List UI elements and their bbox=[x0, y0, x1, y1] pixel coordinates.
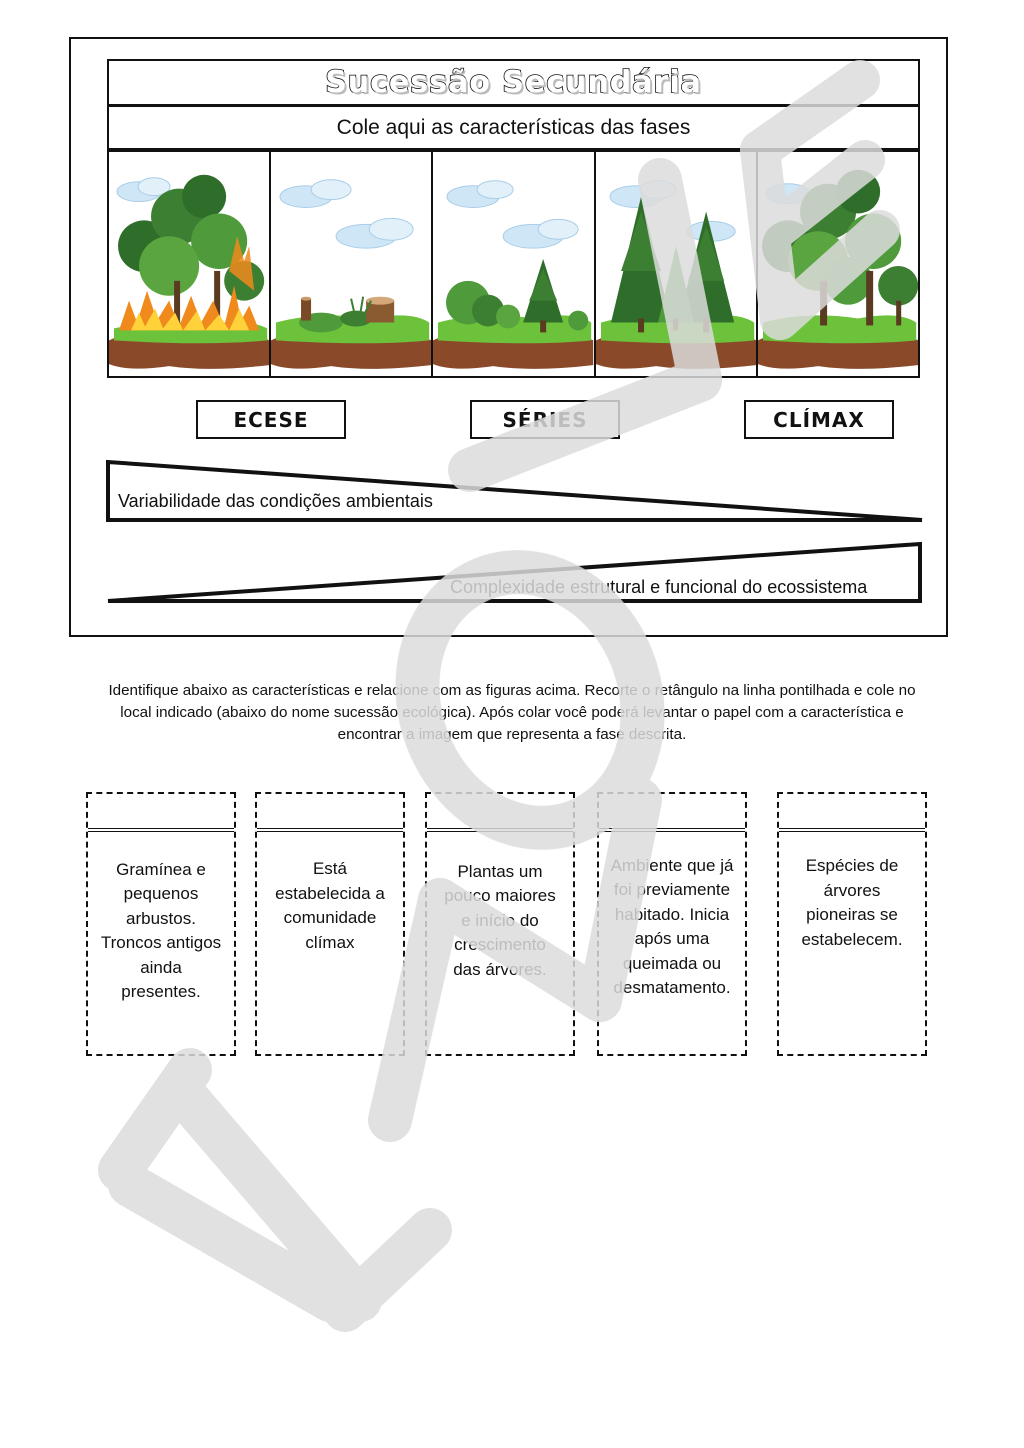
card-glue-tab bbox=[427, 794, 573, 832]
complexity-label: Complexidade estrutural e funcional do ecossistema bbox=[450, 577, 868, 597]
card-line: Está bbox=[312, 859, 347, 878]
card-line: após uma bbox=[634, 929, 710, 948]
card-text bbox=[263, 836, 397, 1046]
card-line: Espécies de bbox=[805, 856, 899, 875]
card-glue-tab bbox=[779, 794, 925, 832]
cutout-card[interactable] bbox=[86, 792, 236, 1056]
card-line: Plantas um bbox=[457, 861, 543, 881]
pine-forest-icon bbox=[596, 152, 756, 376]
panel-forest-fire bbox=[109, 152, 271, 376]
cutout-card[interactable] bbox=[597, 792, 747, 1056]
card-line: árvores bbox=[823, 880, 881, 900]
shrub-pine-icon bbox=[433, 152, 593, 376]
cutout-card[interactable] bbox=[425, 792, 575, 1056]
variability-wedge bbox=[104, 458, 926, 522]
card-glue-tab bbox=[257, 794, 403, 832]
card-line: das árvores. bbox=[453, 959, 547, 979]
instructions-line-3: encontrar a imagem que representa a fase descrita. bbox=[337, 726, 687, 743]
instructions-line-2: local indicado (abaixo do nome sucessão ecológica). Após colar você poderá levantar o papel com a característica e bbox=[120, 704, 904, 721]
card-line: estabelecem. bbox=[801, 929, 903, 949]
card-line: pequenos bbox=[123, 884, 199, 903]
title-bar bbox=[107, 59, 920, 106]
phase-ecese-text: ECESE bbox=[233, 407, 309, 432]
card-line: ainda bbox=[140, 957, 182, 977]
page-title: Sucessão Secundária bbox=[325, 65, 702, 100]
card-line: Ambiente que já bbox=[610, 855, 734, 875]
card-line: queimada ou bbox=[622, 953, 722, 973]
card-text bbox=[94, 836, 228, 1046]
instructions-text bbox=[55, 680, 969, 746]
mature-forest-icon bbox=[758, 152, 918, 376]
card-text bbox=[433, 836, 567, 1046]
card-glue-tab bbox=[599, 794, 745, 832]
card-line: clímax bbox=[305, 932, 355, 952]
variability-label: Variabilidade das condições ambientais bbox=[118, 491, 433, 511]
card-line: arbustos. bbox=[126, 908, 196, 928]
card-line: habitado. Inicia bbox=[614, 904, 730, 924]
card-line: desmatamento. bbox=[613, 978, 731, 997]
card-text bbox=[785, 836, 919, 1046]
succession-panels bbox=[107, 150, 920, 378]
card-line: Gramínea e bbox=[116, 859, 206, 879]
card-line: foi previamente bbox=[613, 880, 731, 899]
card-line: pouco maiores bbox=[444, 886, 556, 906]
phase-climax-text: CLÍMAX bbox=[773, 407, 865, 432]
panel-grass-stumps bbox=[271, 152, 433, 376]
card-line: comunidade bbox=[283, 908, 377, 927]
card-line: pioneiras se bbox=[806, 905, 898, 924]
instructions-line-1: Identifique abaixo as características e relacione com as figuras acima. Recorte o retângulo na linha pontilhada e cole no bbox=[108, 682, 916, 699]
phase-label-ecese bbox=[196, 400, 346, 439]
card-text bbox=[605, 836, 739, 1046]
forest-fire-icon bbox=[109, 152, 269, 376]
phase-series-text: SÉRIES bbox=[502, 407, 588, 432]
card-line: crescimento bbox=[454, 935, 546, 955]
phase-label-series bbox=[470, 400, 620, 439]
cutout-card[interactable] bbox=[255, 792, 405, 1056]
grass-stump-icon bbox=[271, 152, 431, 376]
paste-area bbox=[107, 105, 920, 150]
panel-pine-forest bbox=[596, 152, 758, 376]
paste-instruction: Cole aqui as características das fases bbox=[336, 115, 691, 139]
card-line: estabelecida a bbox=[275, 883, 385, 903]
cutout-card[interactable] bbox=[777, 792, 927, 1056]
panel-shrubs-pine bbox=[433, 152, 595, 376]
card-line: e início do bbox=[461, 910, 539, 930]
panel-mature-forest bbox=[758, 152, 918, 376]
card-glue-tab bbox=[88, 794, 234, 832]
card-line: presentes. bbox=[121, 982, 201, 1001]
phase-label-climax bbox=[744, 400, 894, 439]
card-line: Troncos antigos bbox=[100, 933, 222, 952]
